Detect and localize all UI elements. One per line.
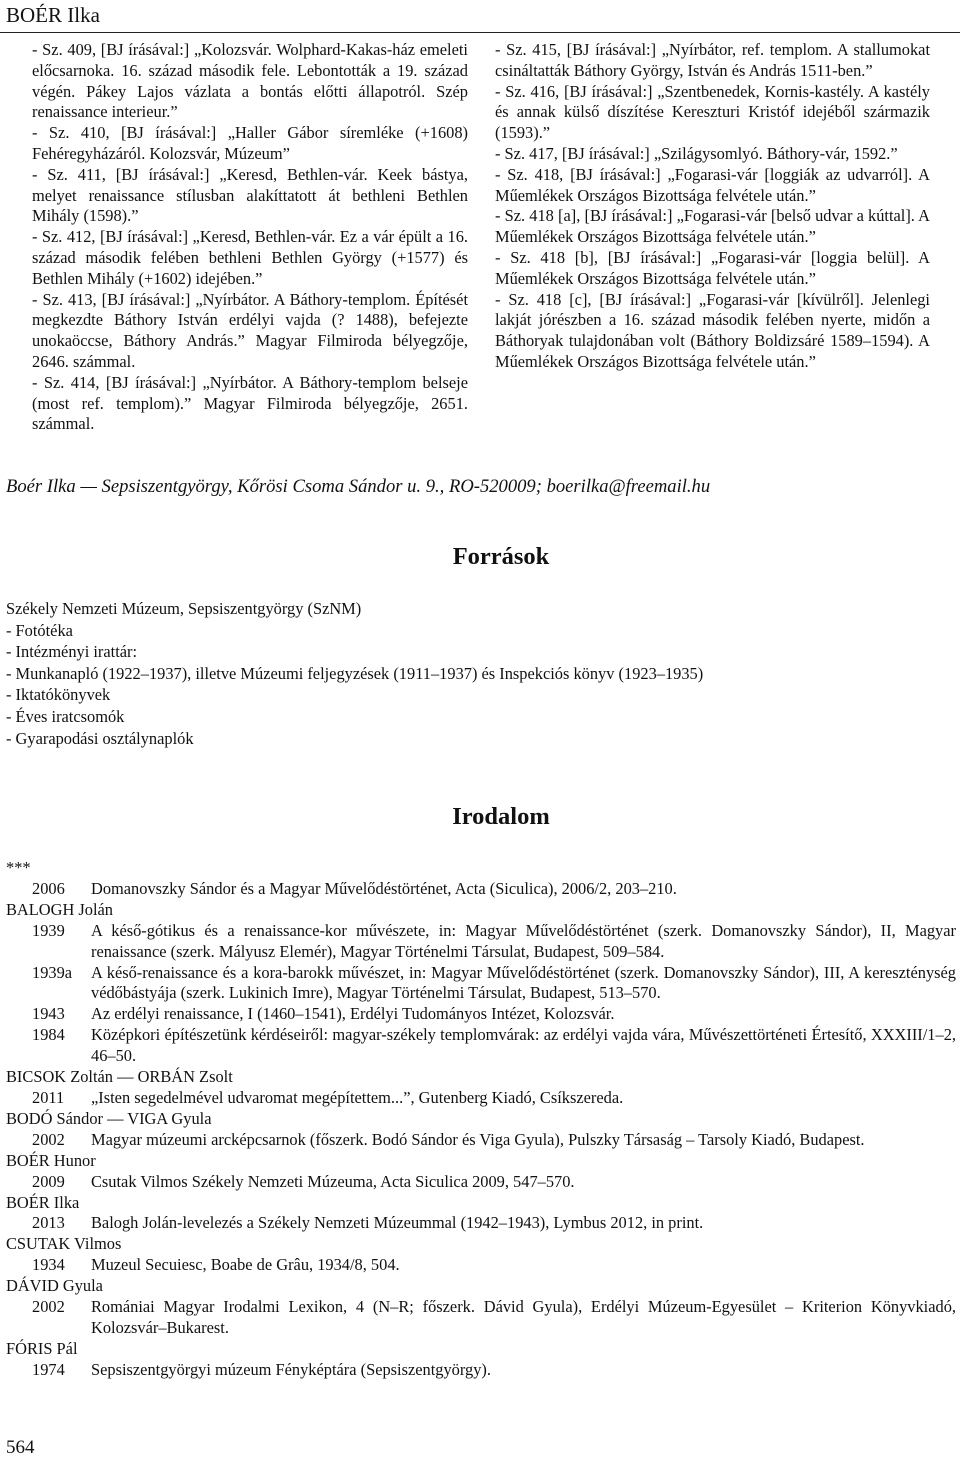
entry-text: A késő-renaissance és a kora-barokk művészet, in: Magyar Művelődéstörténet (szerk. Domanovszky Sándor), III, A kereszténység védőbástyája (szerk. Lukinich Imre), Magyar Történelmi Társulat, Budapest, 513–570.	[91, 962, 956, 1003]
entry-text: Sepsiszentgyörgyi múzeum Fényképtára (Sepsiszentgyörgy).	[91, 1359, 491, 1379]
bibliography-author: ***	[6, 858, 31, 877]
source-line: - Intézményi irattár:	[6, 642, 138, 662]
bibliography-author: CSUTAK Vilmos	[6, 1234, 122, 1254]
caption-paragraph: - Sz. 414, [BJ írásával:] „Nyírbátor. A Báthory-templom belseje (most ref. templom).” Magyar Filmiroda bélyegzője, 2651. számmal.	[32, 372, 468, 434]
source-line: - Munkanapló (1922–1937), illetve Múzeumi feljegyzések (1911–1937) és Inspekciós könyv (1923–1935)	[6, 663, 704, 683]
bibliography-entry	[6, 1360, 956, 1381]
left-column	[32, 40, 468, 435]
entry-text: Csutak Vilmos Székely Nemzeti Múzeuma, Acta Siculica 2009, 547–570.	[91, 1171, 575, 1191]
caption-paragraph: - Sz. 418 [a], [BJ írásával:] „Fogarasi-vár [belső udvar a kúttal]. A Műemlékek Országos Bizottsága felvétele után.”	[495, 206, 930, 247]
bibliography-author: FÓRIS Pál	[6, 1338, 78, 1358]
bibliography-entry	[6, 879, 956, 900]
bibliography-entry	[6, 1088, 956, 1109]
entry-text: „Isten segedelmével udvaromat megépítettem...”, Gutenberg Kiadó, Csíkszereda.	[91, 1087, 624, 1107]
bibliography-author: BOÉR Ilka	[6, 1192, 80, 1212]
entry-text: Az erdélyi renaissance, I (1460–1541), Erdélyi Tudományos Intézet, Kolozsvár.	[91, 1004, 615, 1024]
entry-year: 2006	[32, 878, 65, 898]
entry-year: 2002	[32, 1129, 65, 1149]
caption-paragraph: - Sz. 418 [c], [BJ írásával:] „Fogarasi-vár [kívülről]. Jelenlegi lakját jórészben a 16. század második felében nyerte, midőn a Báthoryak tulajdonában volt (Báthory Boldizsáré 1589–1594). A Műemlékek Országos Bizottsága felvétele után.”	[495, 289, 930, 371]
caption-paragraph: - Sz. 416, [BJ írásával:] „Szentbenedek, Kornis-kastély. A kastély és annak külső díszítése Kereszturi Kristóf idejéből származik (1593).”	[495, 81, 930, 143]
source-line: - Gyarapodási osztálynaplók	[6, 728, 194, 748]
entry-year: 2009	[32, 1171, 65, 1191]
source-line: - Éves iratcsomók	[6, 706, 125, 726]
caption-paragraph: - Sz. 413, [BJ írásával:] „Nyírbátor. A Báthory-templom. Építését megkezdte Báthory István erdélyi vajda (? 1488), befejezte unokaöccse, Báthory András.” Magyar Filmiroda bélyegzője, 2646. számmal.	[32, 289, 468, 371]
entry-text: Magyar múzeumi arcképcsarnok (főszerk. Bodó Sándor és Viga Gyula), Pulszky Társaság – Tarsoly Kiadó, Budapest.	[91, 1129, 865, 1149]
author-address: Boér Ilka — Sepsiszentgyörgy, Kőrösi Csoma Sándor u. 9., RO-520009; boerilka@freemail.hu	[6, 476, 711, 497]
caption-paragraph: - Sz. 418, [BJ írásával:] „Fogarasi-vár [loggiák az udvarról]. A Műemlékek Országos Bizottsága felvétele után.”	[495, 164, 930, 205]
entry-text: Muzeul Secuiesc, Boabe de Grâu, 1934/8, 504.	[91, 1255, 400, 1275]
caption-paragraph: - Sz. 417, [BJ írásával:] „Szilágysomlyó. Báthory-vár, 1592.”	[495, 143, 898, 163]
entry-text: A késő-gótikus és a renaissance-kor művészete, in: Magyar Művelődéstörténet (szerk. Domanovszky Sándor), II, Magyar renaissance (szerk. Mályusz Elemér), Magyar Történelmi Társulat, Budapest, 509–584.	[91, 920, 956, 961]
entry-year: 1943	[32, 1004, 65, 1024]
right-column	[495, 40, 930, 373]
source-line: - Fotótéka	[6, 620, 73, 640]
bibliography-entry	[6, 1297, 956, 1339]
literature-heading: Irodalom	[452, 803, 550, 830]
bibliography-author: BOÉR Hunor	[6, 1150, 96, 1170]
entry-year: 1939a	[32, 962, 73, 982]
bibliography-author: DÁVID Gyula	[6, 1276, 103, 1296]
entry-year: 1939	[32, 920, 65, 940]
bibliography-entry	[6, 963, 956, 1005]
entry-text: Domanovszky Sándor és a Magyar Művelődéstörténet, Acta (Siculica), 2006/2, 203–210.	[91, 878, 677, 898]
sources-heading: Források	[452, 543, 550, 570]
bibliography-entry	[6, 1255, 956, 1276]
caption-paragraph: - Sz. 418 [b], [BJ írásával:] „Fogarasi-vár [loggia belül]. A Műemlékek Országos Bizottsága felvétele után.”	[495, 247, 930, 288]
bibliography-entry	[6, 1025, 956, 1067]
entry-year: 1934	[32, 1255, 65, 1275]
entry-text: Középkori építészetünk kérdéseiről: magyar-székely templomvárak: az erdélyi vajda vára, Művészettörténeti Értesítő, XXXIII/1–2, 46–50.	[91, 1025, 956, 1066]
running-header	[0, 0, 960, 33]
bibliography-list	[6, 858, 956, 1381]
entry-year: 2002	[32, 1297, 65, 1317]
entry-text: Balogh Jolán-levelezés a Székely Nemzeti Múzeummal (1942–1943), Lymbus 2012, in print.	[91, 1213, 704, 1233]
source-line: Székely Nemzeti Múzeum, Sepsiszentgyörgy (SzNM)	[6, 599, 362, 618]
entry-year: 2013	[32, 1213, 65, 1233]
caption-paragraph: - Sz. 410, [BJ írásával:] „Haller Gábor síremléke (+1608) Fehéregyházáról. Kolozsvár, Múzeum”	[32, 123, 468, 163]
source-line: - Iktatókönyvek	[6, 685, 111, 705]
bibliography-entry	[6, 1213, 956, 1234]
entry-text: Romániai Magyar Irodalmi Lexikon, 4 (N–R; főszerk. Dávid Gyula), Erdélyi Múzeum-Egyesület – Kriterion Könyvkiadó, Kolozsvár–Bukarest.	[91, 1297, 956, 1337]
caption-paragraph: - Sz. 415, [BJ írásával:] „Nyírbátor, ref. templom. A stallumokat csináltatták Báthory György, István és András 1511-ben.”	[495, 40, 930, 80]
bibliography-author: BALOGH Jolán	[6, 899, 113, 919]
caption-paragraph: - Sz. 411, [BJ írásával:] „Keresd, Bethlen-vár. Keek bástya, melyet renaissance stílusban alakíttatott át bethleni Bethlen Mihály (1598).”	[32, 164, 468, 226]
entry-year: 1974	[32, 1359, 65, 1379]
caption-paragraph: - Sz. 412, [BJ írásával:] „Keresd, Bethlen-vár. Ez a vár épült a 16. század második felében bethleni Bethlen György (+1577) és Bethlen Mihály (+1602) idejében.”	[32, 227, 468, 288]
bibliography-author: BICSOK Zoltán — ORBÁN Zsolt	[6, 1067, 233, 1087]
entry-year: 1984	[32, 1025, 65, 1045]
caption-paragraph: - Sz. 409, [BJ írásával:] „Kolozsvár. Wolphard-Kakas-ház emeleti előcsarnoka. 16. század második fele. Lebontották a 19. század végén. Pákey Lajos vázlata a bontás előtti állapotról. Szép renaissance interieur.”	[32, 40, 468, 122]
running-title: BOÉR Ilka	[6, 3, 100, 27]
bibliography-author: BODÓ Sándor — VIGA Gyula	[6, 1108, 212, 1128]
bibliography-entry	[6, 1130, 956, 1151]
entry-year: 2011	[32, 1087, 65, 1107]
bibliography-entry	[6, 1004, 956, 1025]
bibliography-entry	[6, 1172, 956, 1193]
bibliography-entry	[6, 921, 956, 963]
sources-list	[6, 598, 703, 749]
page-number: 564	[6, 1437, 35, 1458]
